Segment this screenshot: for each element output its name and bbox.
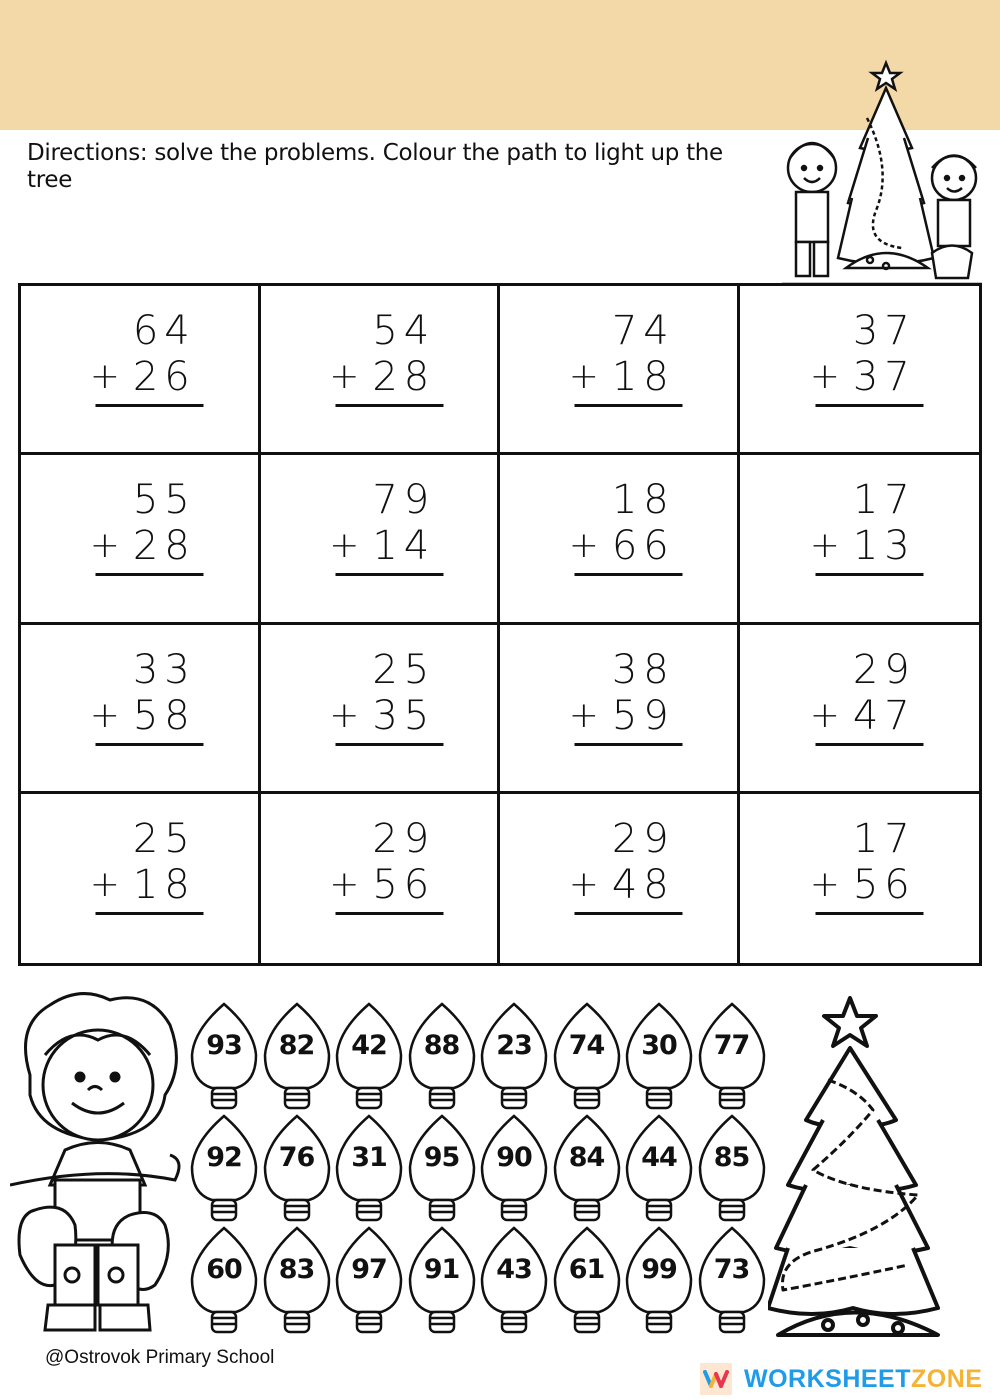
answer-line: [96, 573, 204, 576]
light-bulb[interactable]: [188, 1000, 260, 1112]
problem-cell[interactable]: [740, 286, 980, 455]
addend-top: 17: [852, 477, 916, 524]
addend-top: 37: [852, 308, 916, 354]
plus-sign: +: [329, 694, 366, 736]
bulb-number: 43: [496, 1254, 532, 1285]
addend-top: 79: [372, 477, 436, 524]
addend-top: 25: [132, 815, 196, 862]
addend-bottom: 26: [132, 354, 196, 400]
light-bulb[interactable]: [478, 1224, 550, 1336]
bulb-number: 99: [641, 1254, 677, 1285]
addition-problem: [329, 477, 439, 576]
addend-top: 55: [132, 477, 196, 524]
bulb-number: 92: [206, 1142, 242, 1173]
answer-line: [335, 573, 443, 576]
bulb-number: 85: [713, 1142, 750, 1173]
problems-grid: [18, 283, 982, 966]
answer-line: [575, 912, 683, 915]
addition-problem: [329, 308, 439, 407]
problem-cell[interactable]: [740, 625, 980, 794]
problem-cell[interactable]: [500, 286, 740, 455]
plus-sign: +: [89, 525, 126, 567]
light-bulb[interactable]: [333, 1000, 405, 1112]
kids-tree-illustration-icon: [782, 58, 982, 286]
plus-sign: +: [89, 694, 126, 736]
light-bulb[interactable]: [406, 1112, 478, 1224]
answer-line: [816, 573, 924, 576]
addend-top: 29: [852, 646, 916, 693]
bulb-number: 88: [423, 1030, 460, 1061]
addition-problem: [329, 816, 439, 915]
answer-line: [96, 743, 204, 746]
problem-cell[interactable]: [261, 625, 501, 794]
addend-bottom: 18: [132, 861, 196, 908]
problem-cell[interactable]: [21, 455, 261, 624]
addition-problem: [569, 816, 679, 915]
light-bulb[interactable]: [623, 1112, 695, 1224]
addend-bottom: 56: [372, 861, 436, 908]
plus-sign: +: [89, 356, 126, 397]
worksheetzone-brand[interactable]: [700, 1362, 982, 1396]
problem-cell[interactable]: [21, 794, 261, 963]
light-bulb[interactable]: [188, 1224, 260, 1336]
problem-cell[interactable]: [500, 625, 740, 794]
light-bulb[interactable]: [261, 1112, 333, 1224]
addition-problem: [810, 308, 920, 407]
addend-top: 54: [372, 308, 436, 354]
plus-sign: +: [568, 694, 605, 736]
addend-bottom: 66: [611, 523, 675, 570]
addition-problem: [569, 477, 679, 576]
brand-name-part1: WORKSHEET: [744, 1364, 911, 1393]
plus-sign: +: [809, 863, 846, 905]
addend-bottom: 28: [132, 523, 196, 570]
bulb-number: 77: [713, 1030, 750, 1061]
bulb-number: 61: [568, 1254, 605, 1285]
addend-top: 18: [611, 477, 675, 524]
addition-problem: [569, 647, 679, 746]
addend-top: 38: [611, 646, 675, 693]
answer-line: [575, 573, 683, 576]
light-bulb[interactable]: [333, 1224, 405, 1336]
addend-top: 64: [132, 308, 196, 354]
girl-with-lights-illustration-icon: [10, 985, 185, 1340]
addition-problem: [90, 816, 200, 915]
problem-cell[interactable]: [500, 455, 740, 624]
light-bulb[interactable]: [406, 1000, 478, 1112]
light-bulb[interactable]: [623, 1000, 695, 1112]
addend-top: 29: [611, 815, 675, 862]
light-bulb[interactable]: [261, 1000, 333, 1112]
addition-problem: [90, 647, 200, 746]
addition-problem: [90, 308, 200, 407]
addend-bottom: 58: [132, 692, 196, 739]
plus-sign: +: [568, 863, 605, 905]
bulb-number: 42: [351, 1030, 387, 1061]
addend-top: 74: [611, 308, 675, 354]
addition-problem: [810, 647, 920, 746]
light-bulb[interactable]: [696, 1112, 768, 1224]
addend-top: 29: [372, 815, 436, 862]
plus-sign: +: [568, 356, 605, 397]
bulb-number: 95: [423, 1142, 460, 1173]
plus-sign: +: [329, 525, 366, 567]
bulb-number: 93: [206, 1030, 242, 1061]
addition-problem: [810, 477, 920, 576]
answer-line: [335, 743, 443, 746]
bulb-number: 76: [278, 1142, 315, 1173]
plus-sign: +: [809, 694, 846, 736]
light-bulb[interactable]: [478, 1112, 550, 1224]
problem-cell[interactable]: [261, 286, 501, 455]
problem-cell[interactable]: [740, 794, 980, 963]
addend-bottom: 47: [852, 692, 916, 739]
answer-line: [335, 912, 443, 915]
bulb-number: 30: [641, 1030, 677, 1061]
plus-sign: +: [809, 525, 846, 567]
problem-cell[interactable]: [261, 794, 501, 963]
bulb-number: 60: [206, 1254, 242, 1285]
bulb-number: 97: [351, 1254, 387, 1285]
bulb-number: 83: [278, 1254, 315, 1285]
plus-sign: +: [809, 356, 846, 397]
directions-text: Directions: solve the problems. Colour the path to light up the tree: [27, 140, 723, 193]
addend-top: 25: [372, 646, 436, 693]
school-credit: @Ostrovok Primary School: [45, 1347, 275, 1368]
light-bulb[interactable]: [623, 1224, 695, 1336]
answer-line: [816, 912, 924, 915]
bulb-number: 44: [641, 1142, 677, 1173]
addend-bottom: 35: [372, 692, 436, 739]
plus-sign: +: [568, 525, 605, 567]
bulb-number: 91: [423, 1254, 460, 1285]
problem-cell[interactable]: [500, 794, 740, 963]
addition-problem: [810, 816, 920, 915]
addend-bottom: 48: [611, 861, 675, 908]
addend-top: 33: [132, 646, 196, 693]
addend-bottom: 37: [852, 354, 916, 400]
worksheetzone-logo-icon: [700, 1363, 732, 1395]
addend-bottom: 28: [372, 354, 436, 400]
light-bulb[interactable]: [478, 1000, 550, 1112]
problem-cell[interactable]: [740, 455, 980, 624]
addend-bottom: 18: [611, 354, 675, 400]
answer-line: [96, 404, 204, 407]
bulb-number: 23: [496, 1030, 532, 1061]
light-bulb[interactable]: [551, 1112, 623, 1224]
problem-cell[interactable]: [261, 455, 501, 624]
light-bulb[interactable]: [333, 1112, 405, 1224]
light-bulb[interactable]: [696, 1224, 768, 1336]
addend-bottom: 14: [372, 523, 436, 570]
addition-problem: [90, 477, 200, 576]
light-bulb[interactable]: [261, 1224, 333, 1336]
bulb-number: 84: [568, 1142, 605, 1173]
light-bulbs-grid: [188, 1000, 768, 1345]
addend-top: 17: [852, 815, 916, 862]
light-bulb[interactable]: [188, 1112, 260, 1224]
light-bulb[interactable]: [406, 1224, 478, 1336]
plus-sign: +: [329, 863, 366, 905]
christmas-tree-illustration-icon: [768, 990, 978, 1340]
addend-bottom: 59: [611, 692, 675, 739]
plus-sign: +: [329, 356, 366, 397]
bulb-number: 82: [278, 1030, 315, 1061]
light-bulb[interactable]: [551, 1000, 623, 1112]
problem-cell[interactable]: [21, 286, 261, 455]
problem-cell[interactable]: [21, 625, 261, 794]
answer-line: [816, 743, 924, 746]
answer-line: [816, 404, 924, 407]
light-bulb[interactable]: [696, 1000, 768, 1112]
bulb-number: 31: [351, 1142, 387, 1173]
addend-bottom: 56: [852, 861, 916, 908]
bulb-number: 73: [713, 1254, 750, 1285]
brand-name-part2: ZONE: [911, 1364, 983, 1393]
addition-problem: [569, 308, 679, 407]
answer-line: [335, 404, 443, 407]
answer-line: [96, 912, 204, 915]
answer-line: [575, 743, 683, 746]
addition-problem: [329, 647, 439, 746]
bulb-number: 74: [568, 1030, 605, 1061]
bulb-number: 90: [496, 1142, 532, 1173]
light-bulb[interactable]: [551, 1224, 623, 1336]
plus-sign: +: [89, 863, 126, 905]
answer-line: [575, 404, 683, 407]
addend-bottom: 13: [852, 523, 916, 570]
